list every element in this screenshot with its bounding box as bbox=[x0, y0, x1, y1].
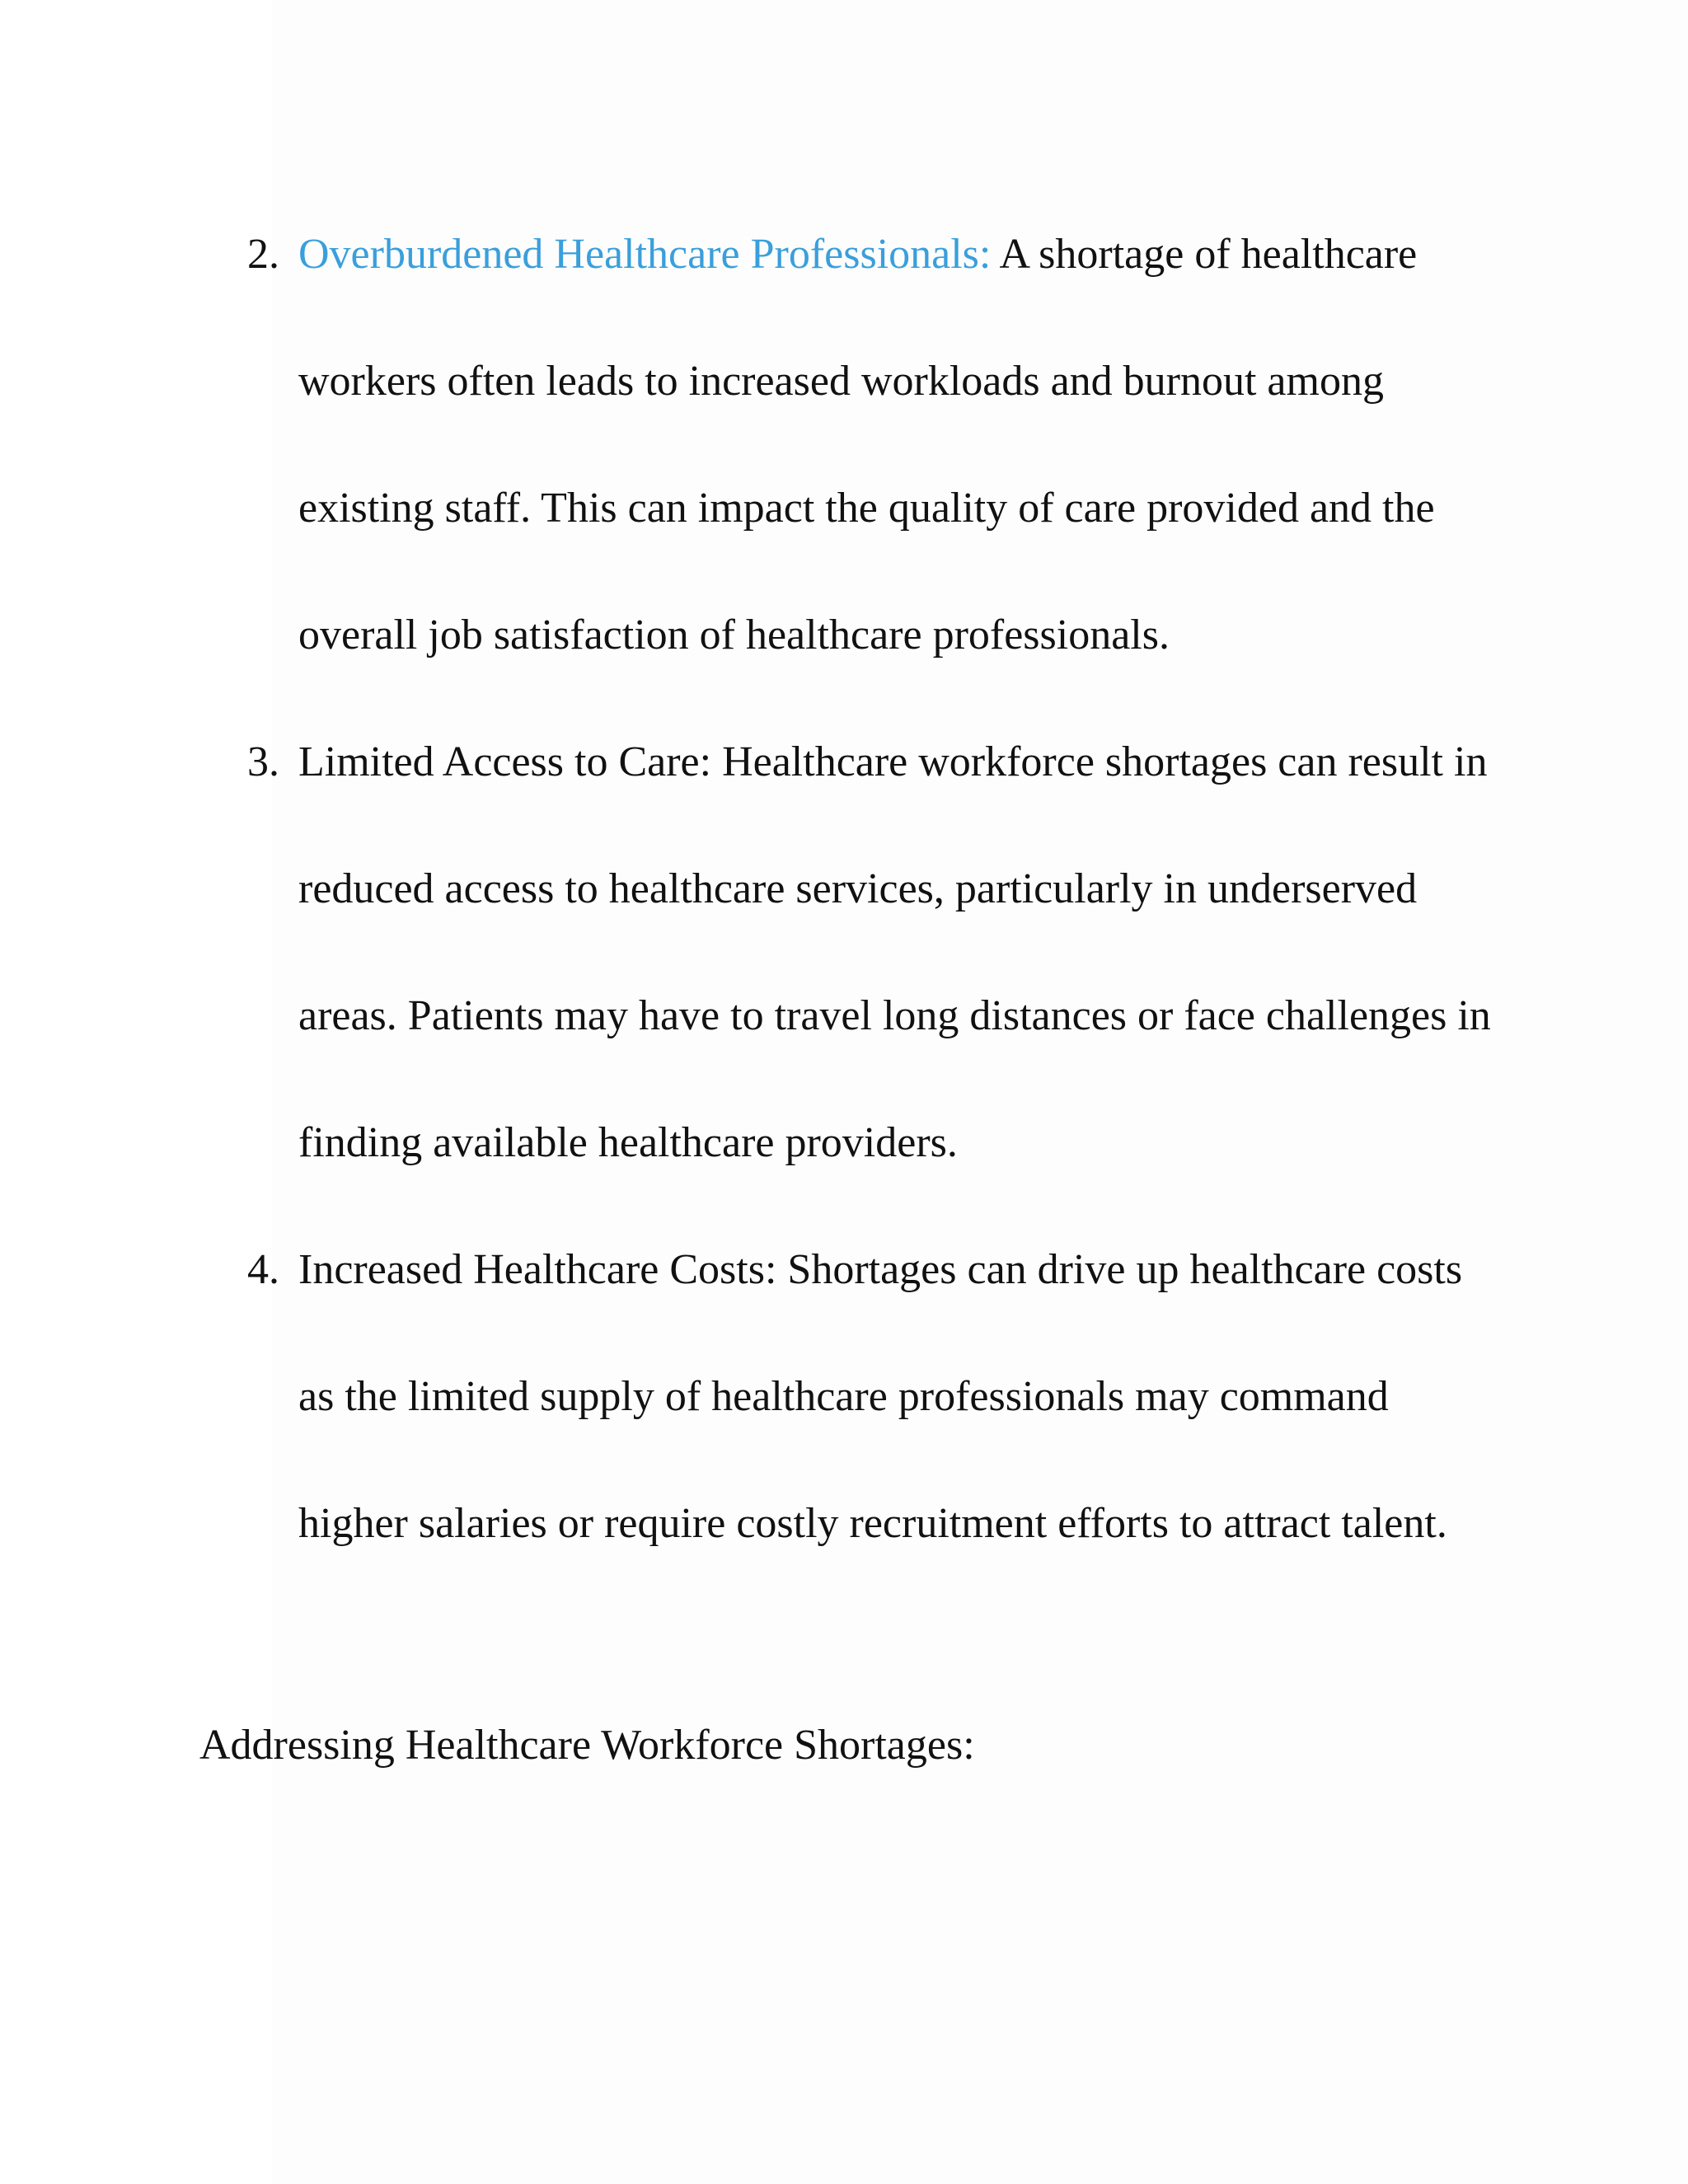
list-item-number: 2. bbox=[247, 231, 279, 278]
list-item-text: Limited Access to Care: Healthcare workforce shortages can result in reduced access to healthcare services, particularly in underserved areas. Patients may have to travel long distances or face challenges in finding available healthcare providers. bbox=[298, 738, 1491, 1166]
list-item-text: A shortage of healthcare workers often leads to increased workloads and burnout among existing staff. This can impact the quality of care provided and the overall job satisfaction of healthcare professionals. bbox=[298, 231, 1435, 658]
list-item bbox=[247, 699, 1500, 1207]
numbered-list bbox=[247, 191, 1500, 1587]
list-item-text: Increased Healthcare Costs: Shortages can drive up healthcare costs as the limited supply of healthcare professionals may command higher salaries or require costly recruitment efforts to attract talent. bbox=[298, 1246, 1463, 1547]
list-item-number: 4. bbox=[247, 1246, 279, 1293]
list-item bbox=[247, 191, 1500, 699]
list-item-number: 3. bbox=[247, 738, 279, 785]
highlighted-term: Overburdened Healthcare Professionals: bbox=[298, 231, 992, 278]
section-heading: Addressing Healthcare Workforce Shortages: bbox=[199, 1722, 975, 1769]
list-item bbox=[247, 1207, 1500, 1587]
